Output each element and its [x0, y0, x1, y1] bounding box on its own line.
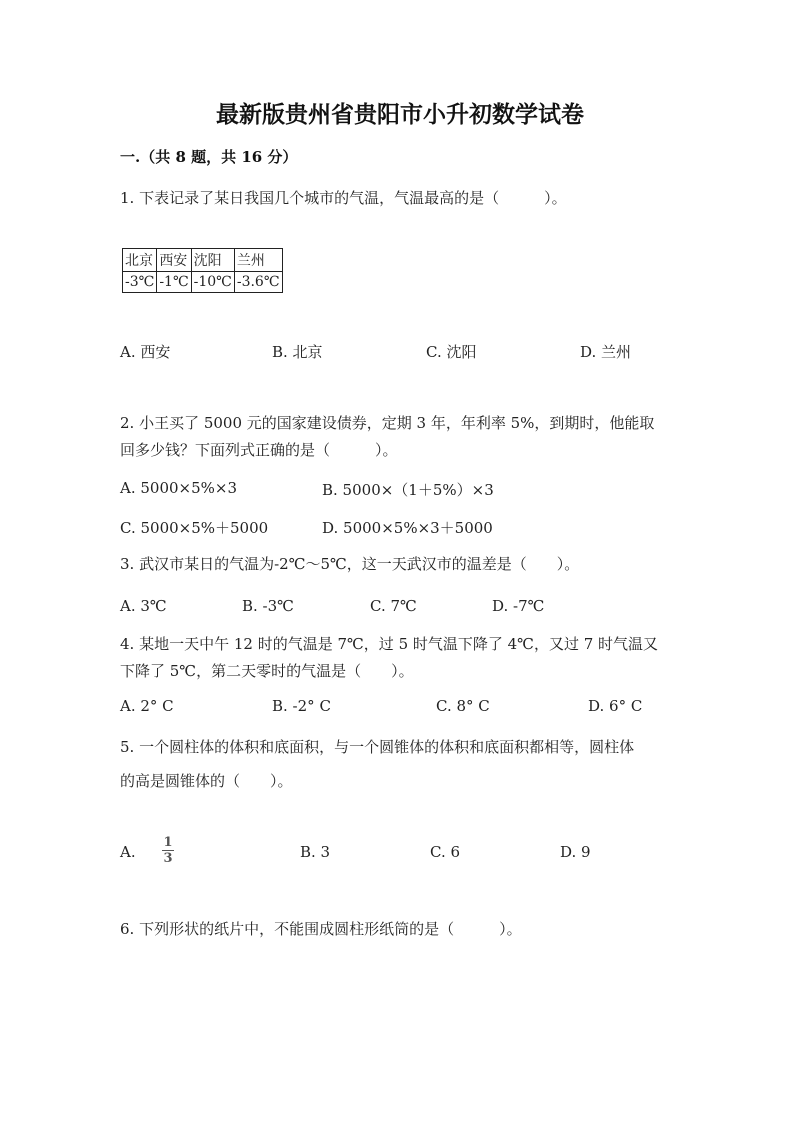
question-4-line-1: 4. 某地一天中午 12 时的气温是 7℃，过 5 时气温下降了 4℃，又过 7 时气温又 — [120, 635, 659, 653]
q3-option-c: C. 7℃ — [370, 597, 417, 615]
q5-option-c: C. 6 — [430, 843, 461, 861]
q2-option-a: A. 5000×5%×3 — [120, 479, 238, 497]
table-row — [123, 272, 283, 293]
q1-option-c: C. 沈阳 — [426, 343, 477, 361]
question-2-line-1: 2. 小王买了 5000 元的国家建设债券，定期 3 年，年利率 5%，到期时，他能取 — [120, 414, 655, 432]
q3-option-a: A. 3℃ — [120, 597, 167, 615]
q4-option-a: A. 2° C — [120, 697, 174, 715]
question-6-text: 6. 下列形状的纸片中，不能围成圆柱形纸筒的是（ ）。 — [120, 920, 522, 938]
table-cell: -3℃ — [123, 272, 157, 293]
fraction-one-third — [162, 835, 174, 866]
question-5-line-2: 的高是圆锥体的（ ）。 — [120, 772, 293, 790]
q5-option-d: D. 9 — [560, 843, 591, 861]
q4-option-c: C. 8° C — [436, 697, 490, 715]
table-cell: 北京 — [123, 249, 157, 272]
q3-option-d: D. -7℃ — [492, 597, 545, 615]
table-row — [123, 249, 283, 272]
question-1-text: 1. 下表记录了某日我国几个城市的气温，气温最高的是（ ）。 — [120, 189, 567, 207]
table-cell: -1℃ — [157, 272, 191, 293]
table-cell: -10℃ — [191, 272, 234, 293]
temperature-table — [122, 248, 283, 293]
q2-option-d: D. 5000×5%×3＋5000 — [322, 519, 493, 537]
fraction-denominator: 3 — [163, 851, 173, 866]
table-cell: 沈阳 — [191, 249, 234, 272]
section-heading: 一.（共 8 题，共 16 分） — [120, 148, 298, 166]
q4-option-d: D. 6° C — [588, 697, 643, 715]
q1-option-a: A. 西安 — [120, 343, 171, 361]
table-cell: 西安 — [157, 249, 191, 272]
question-4-line-2: 下降了 5℃，第二天零时的气温是（ ）。 — [120, 662, 414, 680]
page-title: 最新版贵州省贵阳市小升初数学试卷 — [216, 101, 584, 128]
q5-option-a-label: A. — [120, 843, 136, 861]
question-5-line-1: 5. 一个圆柱体的体积和底面积，与一个圆锥体的体积和底面积都相等，圆柱体 — [120, 738, 635, 756]
q5-option-b: B. 3 — [300, 843, 331, 861]
q3-option-b: B. -3℃ — [242, 597, 294, 615]
table-cell: 兰州 — [234, 249, 282, 272]
q1-option-b: B. 北京 — [272, 343, 323, 361]
fraction-numerator: 1 — [163, 835, 173, 850]
q1-option-d: D. 兰州 — [580, 343, 632, 361]
table-cell: -3.6℃ — [234, 272, 282, 293]
question-3-text: 3. 武汉市某日的气温为-2℃～5℃，这一天武汉市的温差是（ ）。 — [120, 555, 580, 573]
question-2-line-2: 回多少钱？下面列式正确的是（ ）。 — [120, 441, 398, 459]
q2-option-b: B. 5000×（1＋5%）×3 — [322, 481, 494, 499]
q2-option-c: C. 5000×5%＋5000 — [120, 519, 269, 537]
q4-option-b: B. -2° C — [272, 697, 331, 715]
